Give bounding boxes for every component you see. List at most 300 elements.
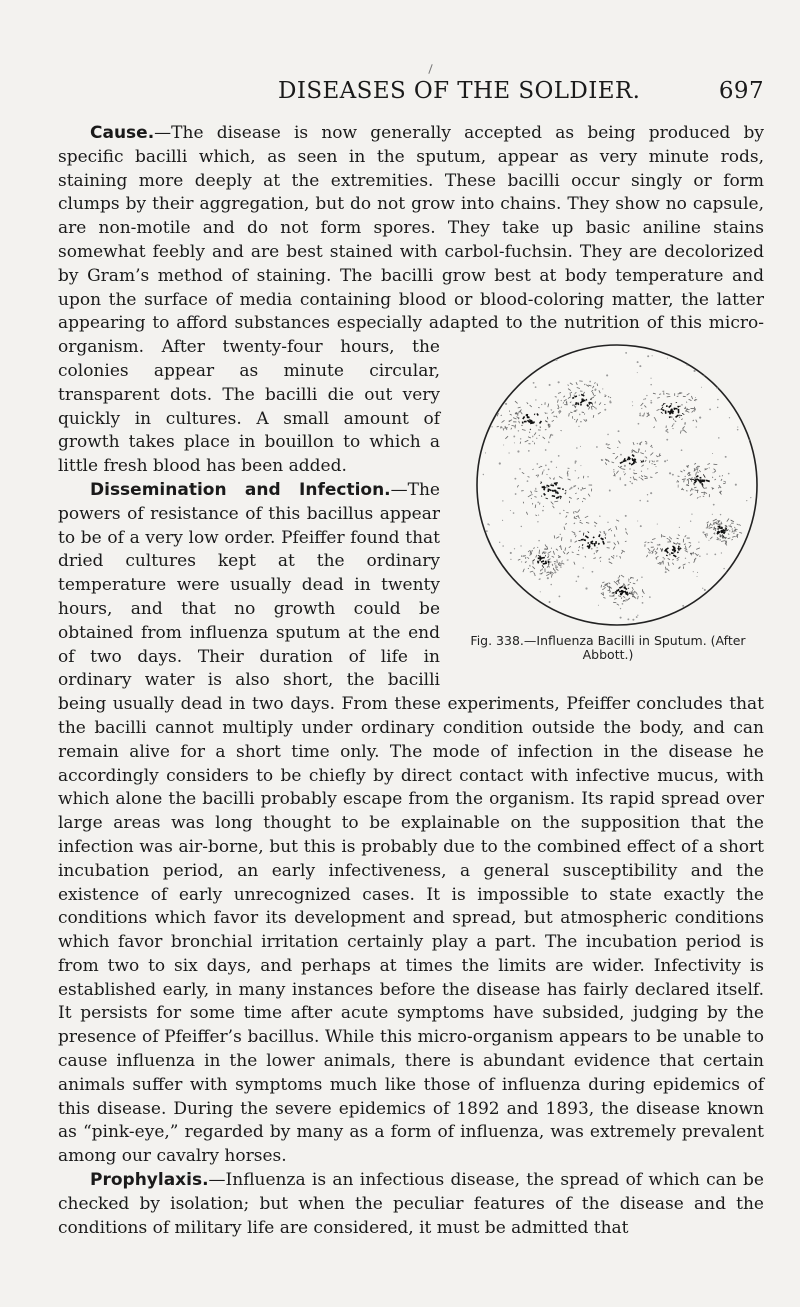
background-dot	[503, 445, 504, 446]
background-dot	[533, 382, 535, 384]
background-dot	[645, 443, 647, 445]
background-dot	[620, 617, 622, 619]
background-dot	[681, 450, 683, 452]
background-dot	[665, 571, 667, 573]
background-dot	[702, 531, 704, 533]
bacillus-speck	[618, 466, 619, 467]
bacillus-speck	[542, 558, 545, 559]
background-dot	[725, 456, 727, 458]
background-dot	[546, 486, 548, 488]
bacillus-speck	[679, 415, 680, 416]
background-dot	[608, 558, 610, 560]
background-dot	[641, 577, 642, 578]
background-dot	[531, 494, 532, 495]
background-dot	[647, 494, 648, 495]
background-dot	[537, 521, 538, 522]
bacillus-speck	[677, 552, 678, 553]
background-dot	[545, 465, 547, 467]
background-dot	[517, 593, 519, 595]
background-dot	[648, 552, 649, 553]
bacillus-speck	[556, 498, 558, 499]
background-dot	[597, 547, 598, 548]
background-dot	[723, 568, 724, 569]
bacillus-speck	[642, 415, 643, 416]
background-dot	[650, 384, 652, 386]
background-dot	[632, 619, 634, 621]
background-dot	[746, 500, 747, 501]
bacillus-speck	[528, 568, 529, 569]
bacillus-speck	[694, 480, 695, 481]
bacillus-speck	[654, 461, 655, 463]
paragraph-prophylaxis	[58, 1169, 764, 1240]
background-dot	[712, 472, 713, 473]
background-dot	[624, 465, 626, 467]
background-dot	[539, 553, 540, 554]
background-dot	[643, 399, 644, 400]
bacillus-speck	[629, 463, 630, 464]
bacillus-speck	[586, 400, 587, 401]
background-dot	[650, 402, 652, 404]
bacillus-speck	[602, 539, 604, 540]
bacillus-speck	[601, 585, 602, 588]
background-dot	[672, 474, 674, 476]
heading-cause: Cause.	[90, 123, 155, 143]
bacillus-speck	[543, 487, 544, 489]
background-dot	[631, 483, 633, 485]
background-dot	[535, 399, 536, 400]
background-dot	[691, 514, 692, 515]
bacillus-speck	[627, 594, 628, 596]
background-dot	[550, 584, 552, 586]
bacillus-speck	[720, 540, 721, 541]
background-dot	[650, 378, 651, 379]
bacillus-speck	[542, 570, 543, 571]
bacillus-speck	[671, 409, 673, 410]
bacillus-speck	[556, 467, 557, 468]
background-dot	[606, 375, 608, 377]
background-dot	[558, 596, 560, 598]
background-dot	[543, 470, 544, 471]
background-dot	[639, 414, 641, 416]
background-dot	[625, 352, 627, 354]
bacillus-speck	[635, 459, 636, 461]
bacillus-speck	[552, 496, 555, 497]
background-dot	[558, 381, 560, 383]
background-dot	[715, 606, 717, 608]
background-dot	[713, 504, 715, 506]
background-dot	[620, 454, 622, 456]
background-dot	[547, 577, 549, 579]
background-dot	[553, 478, 554, 479]
background-dot	[535, 386, 537, 388]
background-dot	[488, 524, 489, 525]
background-dot	[537, 463, 539, 465]
background-dot	[511, 610, 513, 612]
background-dot	[540, 591, 541, 592]
bacillus-speck	[600, 561, 601, 562]
bacillus-speck	[578, 404, 579, 405]
background-dot	[637, 361, 639, 363]
background-dot	[537, 502, 539, 504]
background-dot	[636, 616, 638, 618]
bacillus-speck	[630, 482, 631, 483]
background-dot	[717, 399, 719, 401]
background-dot	[717, 407, 719, 409]
bacillus-speck	[678, 407, 680, 408]
background-dot	[652, 355, 653, 356]
background-dot	[716, 360, 718, 362]
background-dot	[655, 466, 656, 467]
background-dot	[490, 412, 492, 414]
bacillus-speck	[629, 458, 630, 460]
background-dot	[708, 540, 709, 541]
background-dot	[575, 461, 577, 463]
background-dot	[510, 559, 511, 560]
bacillus-speck	[595, 402, 596, 404]
background-dot	[659, 563, 661, 565]
bacillus-speck	[588, 543, 589, 544]
bacillus-speck	[618, 590, 619, 591]
background-dot	[498, 598, 500, 600]
background-dot	[712, 453, 713, 454]
bacillus-speck	[686, 402, 687, 403]
microscope-field-illustration	[472, 340, 762, 630]
background-dot	[690, 521, 691, 522]
background-dot	[580, 489, 582, 491]
bacillus-speck	[521, 562, 522, 563]
background-dot	[687, 365, 688, 366]
background-dot	[518, 430, 519, 431]
bacillus-speck	[664, 559, 665, 560]
bacillus-speck	[677, 396, 679, 397]
background-dot	[647, 355, 649, 357]
background-dot	[639, 365, 641, 367]
background-dot	[715, 592, 717, 594]
background-dot	[585, 588, 587, 590]
background-dot	[598, 605, 599, 606]
background-dot	[514, 443, 515, 444]
background-dot	[486, 409, 488, 411]
background-dot	[682, 605, 684, 607]
background-dot	[620, 608, 621, 609]
background-dot	[632, 405, 633, 406]
bacillus-speck	[680, 548, 682, 549]
bacillus-speck	[572, 398, 574, 399]
bacillus-speck	[550, 485, 554, 486]
background-dot	[579, 395, 581, 397]
background-dot	[558, 455, 560, 457]
background-dot	[645, 398, 647, 400]
bacillus-speck	[539, 435, 540, 436]
background-dot	[691, 616, 692, 617]
background-dot	[514, 548, 515, 549]
background-dot	[602, 388, 603, 389]
background-dot	[549, 601, 551, 603]
background-dot	[683, 481, 684, 482]
background-dot	[499, 381, 501, 383]
background-dot	[704, 589, 706, 591]
background-dot	[685, 558, 686, 559]
background-dot	[625, 515, 627, 517]
background-dot	[487, 567, 489, 569]
background-dot	[741, 599, 743, 601]
background-dot	[486, 530, 488, 532]
bacillus-speck	[621, 590, 622, 592]
background-dot	[694, 477, 696, 479]
stray-mark	[428, 64, 432, 74]
background-dot	[574, 533, 576, 535]
background-dot	[627, 619, 629, 621]
background-dot	[637, 521, 638, 522]
background-dot	[550, 426, 551, 427]
background-dot	[504, 352, 505, 353]
background-dot	[494, 390, 496, 392]
background-dot	[549, 384, 551, 386]
background-dot	[554, 572, 556, 574]
background-dot	[709, 467, 710, 468]
background-dot	[695, 397, 696, 398]
background-dot	[560, 563, 561, 564]
background-dot	[595, 389, 597, 391]
background-dot	[491, 407, 492, 408]
background-dot	[552, 421, 554, 423]
background-dot	[728, 473, 730, 475]
background-dot	[551, 483, 552, 484]
background-dot	[582, 548, 583, 549]
background-dot	[667, 460, 668, 461]
background-dot	[580, 465, 581, 466]
background-dot	[499, 542, 500, 543]
background-dot	[577, 576, 579, 578]
background-dot	[576, 581, 578, 583]
bacillus-speck	[663, 410, 665, 411]
bacillus-speck	[603, 592, 604, 596]
paragraph-cause-text: —The disease is now generally accepted as being produced by specific bacilli which, as seen in the sputum, appear as very minute rods, staining more deeply at the extremities. These bacilli occur singly or form clumps by their aggregation, but do not grow into chains. They show no capsule, are non-motile and do not form spores. They take up basic aniline stains somewhat feebly and are best stained with carbol-fuchsin. They are decolorized by Gram’s method of staining. The bacilli grow best at body temperature and upon the surface of media containing blood or blood-coloring matter, the latter appearing to afford substances especially adapted to the nutrition of this micro-organism. After twenty-four hours,	[58, 123, 764, 358]
background-dot	[607, 434, 609, 436]
bacillus-speck	[639, 477, 640, 478]
bacillus-speck	[580, 405, 581, 406]
background-dot	[510, 552, 512, 554]
bacillus-speck	[719, 528, 723, 529]
background-dot	[504, 597, 505, 598]
background-dot	[718, 437, 720, 439]
background-dot	[578, 426, 579, 427]
background-dot	[517, 451, 519, 453]
background-dot	[550, 461, 552, 463]
background-dot	[697, 572, 698, 573]
background-dot	[589, 381, 591, 383]
bacillus-speck	[554, 483, 558, 484]
bacillus-speck	[678, 412, 679, 413]
background-dot	[576, 447, 578, 449]
background-dot	[546, 413, 547, 414]
background-dot	[510, 510, 511, 511]
bacillus-speck	[660, 562, 661, 563]
background-dot	[495, 611, 496, 612]
bacillus-speck	[718, 526, 721, 527]
background-dot	[540, 359, 542, 361]
bacillus-speck	[543, 506, 544, 507]
background-dot	[713, 523, 715, 525]
background-dot	[638, 423, 640, 425]
background-dot	[485, 452, 486, 453]
bacillus-speck	[700, 497, 701, 498]
background-dot	[671, 416, 673, 418]
background-dot	[735, 484, 737, 486]
background-dot	[513, 385, 514, 386]
background-dot	[715, 355, 717, 357]
bacillus-speck	[544, 489, 545, 491]
background-dot	[574, 462, 576, 464]
background-dot	[632, 401, 633, 402]
bacillus-speck	[574, 396, 576, 397]
background-dot	[719, 476, 720, 477]
background-dot	[642, 602, 644, 604]
background-dot	[520, 545, 521, 546]
bacillus-speck	[731, 527, 732, 528]
bacillus-speck	[551, 548, 552, 549]
background-dot	[545, 353, 547, 355]
background-dot	[737, 429, 739, 431]
background-dot	[504, 361, 506, 363]
bacillus-speck	[537, 414, 538, 416]
background-dot	[657, 524, 658, 525]
background-dot	[698, 542, 699, 543]
background-dot	[737, 427, 738, 428]
background-dot	[709, 409, 711, 411]
background-dot	[580, 421, 582, 423]
bacillus-speck	[730, 525, 731, 526]
body-text	[58, 122, 764, 1240]
bacillus-speck	[667, 397, 671, 398]
background-dot	[502, 500, 503, 501]
background-dot	[583, 567, 584, 568]
background-dot	[702, 588, 703, 589]
background-dot	[637, 615, 638, 616]
background-dot	[646, 395, 647, 396]
background-dot	[647, 500, 649, 502]
bacillus-speck	[707, 524, 708, 527]
background-dot	[645, 457, 646, 458]
background-dot	[502, 545, 504, 547]
background-dot	[637, 372, 638, 373]
bacillus-speck	[582, 501, 583, 502]
background-dot	[526, 561, 527, 562]
background-dot	[515, 585, 517, 587]
background-dot	[669, 554, 671, 556]
background-dot	[609, 401, 611, 403]
background-dot	[521, 526, 522, 527]
background-dot	[513, 436, 515, 438]
bacillus-speck	[571, 392, 572, 393]
background-dot	[717, 538, 719, 540]
paragraph-dissemination-text: —The powers of resistance of this bacillus appear to be of a very low order. Pfeiffer found that dried cultures kept at the ordinary temperature were usually dead in twenty hours, and that no growth could be obtained from influenza sputum at the end of two days. Their duration of life in ordinary water is also short, the bacilli being usually dead in two days. From these experiments, Pfeiffer concludes that the bacilli cannot multiply under ordinary condition outside the body, and can remain alive for a short time only. The mode of infection in the disease he accordingly considers to be chiefly by direct contact with infective mucus, with which alone the bacilli probably escape from the organism. Its rapid spread over large areas was long thought to be explainable on the supposition that the infection was air-borne, but this is probably due to the combined effect of a short incubation period, an early infectiveness, a general susceptibility and the existence of early unrecognized cases. It is impossible to state exactly the conditions which favor its development and spread, but atmospheric conditions which favor bronchial irritation certainly play a part. The incubation period is from two to six days, and perhaps at times the limits are wider. Infectivity is established early, in many instances before the disease has fairly declared itself. It persists for some time after acute symptoms have subsided, judging by the presence of Pfeiffer’s bacillus. While this micro-organism appears to be unable to cause influenza in the lower animals, there is abundant evidence that certain animals suffer with symptoms much like those of influenza during epidemics of this disease. During the severe epidemics of 1892 and 1893, the disease known as “pink-eye,” regarded by many as a form of influenza, was extremely prevalent among our cavalry horses.	[58, 479, 764, 1167]
bacillus-speck	[555, 397, 557, 398]
background-dot	[665, 430, 667, 432]
background-dot	[505, 403, 507, 405]
background-dot	[513, 512, 515, 514]
bacillus-speck	[659, 394, 661, 395]
bacillus-speck	[671, 404, 672, 405]
bacillus-speck	[557, 492, 558, 494]
bacillus-speck	[670, 411, 671, 414]
background-dot	[681, 404, 683, 406]
background-dot	[638, 448, 640, 450]
background-dot	[693, 571, 694, 572]
bacillus-speck	[735, 527, 736, 528]
background-dot	[556, 359, 558, 361]
bacillus-speck	[591, 543, 594, 544]
bacillus-speck	[628, 588, 629, 589]
background-dot	[721, 552, 722, 553]
bacillus-speck	[736, 529, 738, 530]
background-dot	[540, 617, 541, 618]
bacillus-speck	[576, 402, 577, 405]
background-dot	[571, 487, 573, 489]
background-dot	[548, 469, 550, 471]
background-dot	[701, 387, 702, 388]
background-dot	[607, 522, 608, 523]
background-dot	[532, 441, 533, 442]
background-dot	[528, 450, 530, 452]
bacillus-speck	[551, 435, 553, 436]
background-dot	[650, 492, 652, 494]
background-dot	[669, 472, 671, 474]
background-dot	[696, 426, 697, 427]
background-dot	[666, 439, 668, 441]
bacillus-speck	[598, 543, 599, 544]
background-dot	[527, 480, 529, 482]
background-dot	[502, 520, 503, 521]
bacillus-speck	[619, 588, 620, 589]
background-dot	[729, 417, 730, 418]
background-dot	[580, 446, 581, 447]
bacillus-speck	[547, 474, 548, 475]
background-dot	[519, 468, 521, 470]
heading-prophylaxis: Prophylaxis.	[90, 1170, 209, 1191]
heading-dissemination: Dissemination and Infection.	[90, 479, 391, 500]
background-dot	[482, 367, 484, 369]
background-dot	[712, 514, 713, 515]
background-dot	[514, 375, 516, 377]
bacillus-speck	[527, 417, 529, 418]
bacillus-speck	[729, 531, 730, 532]
bacillus-speck	[733, 533, 734, 534]
background-dot	[663, 557, 665, 559]
background-dot	[517, 595, 518, 596]
background-dot	[706, 554, 707, 555]
bacillus-speck	[706, 480, 710, 481]
bacillus-speck	[609, 592, 610, 593]
background-dot	[725, 379, 726, 380]
bacillus-speck	[594, 553, 595, 554]
background-dot	[536, 438, 537, 439]
background-dot	[750, 497, 751, 498]
bacillus-speck	[599, 535, 600, 538]
bacillus-speck	[624, 587, 626, 588]
background-dot	[538, 515, 539, 516]
background-dot	[731, 588, 732, 589]
background-dot	[506, 429, 507, 430]
background-dot	[539, 578, 540, 579]
background-dot	[624, 484, 626, 486]
background-dot	[639, 500, 641, 502]
background-dot	[591, 548, 593, 550]
bacillus-speck	[593, 537, 594, 538]
bacillus-speck	[702, 483, 703, 486]
background-dot	[559, 513, 561, 515]
background-dot	[491, 426, 492, 427]
